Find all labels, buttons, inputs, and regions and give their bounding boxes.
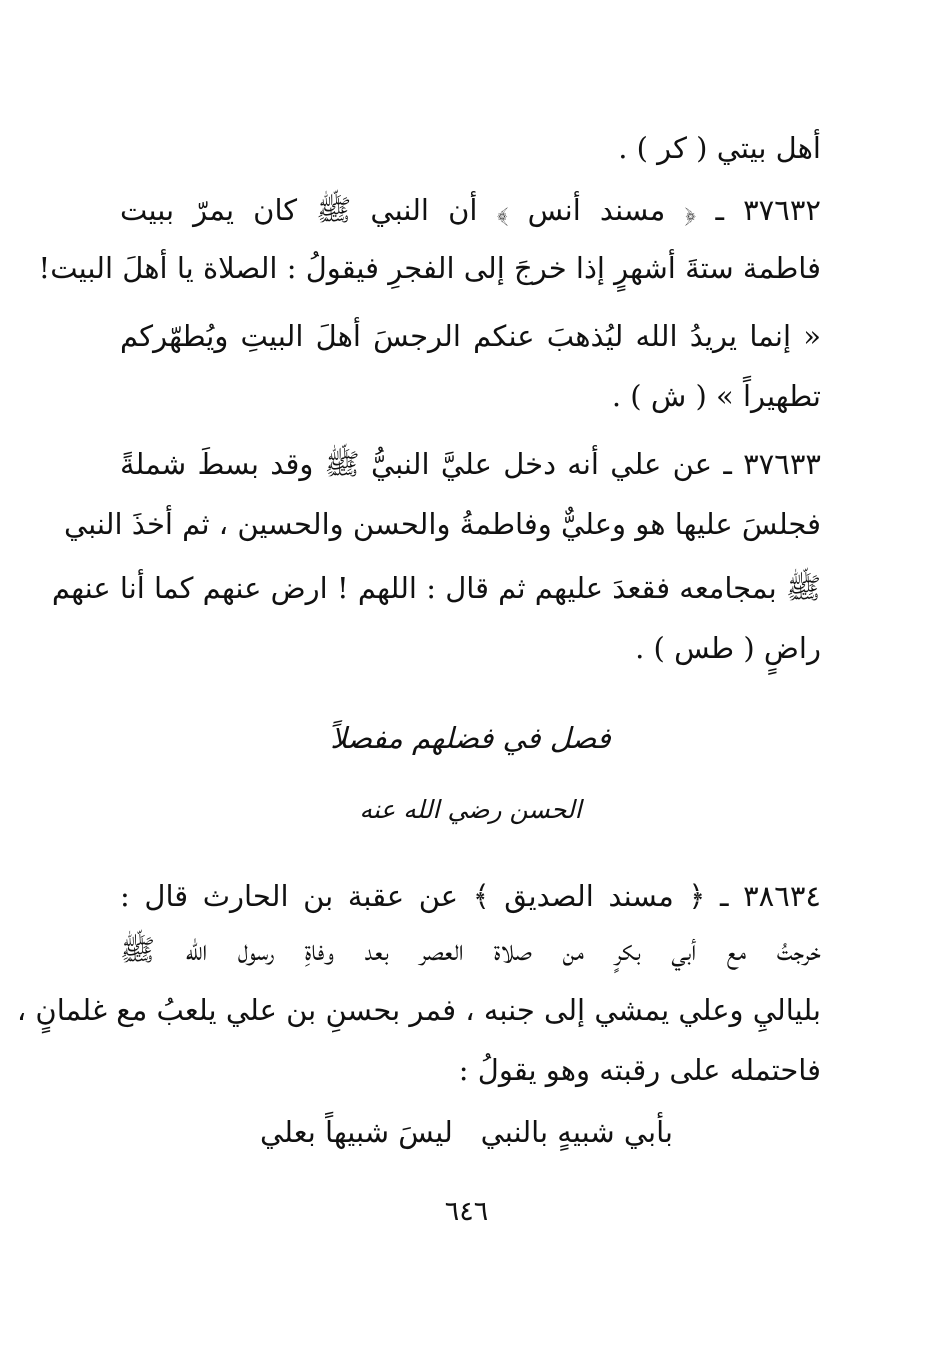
text-line-6: ٣٧٦٣٣ ـ عن علي أنه دخل عليَّ النبيُّ ﷺ وقد بسطَ شملةً [120,447,821,481]
text-line-12: بلياليِ وعلي يمشي إلى جنبه ، فمر بحسنِ بن علي يلعبُ مع غلمانٍ ، [16,993,821,1027]
text-line-10: ٣٨٦٣٤ ـ ﴿ مسند الصديق ﴾ عن عقبة بن الحارث قال : [120,879,821,913]
text-line-5: تطهيراً » ( ش ) . [611,379,821,413]
text-line-1: أهل بيتي ( كر ) . [618,131,821,165]
poem-verse [260,1112,673,1152]
page-number: ٦٤٦ [444,1196,489,1227]
text-line-9: راضٍ ( طس ) . [635,631,821,665]
verse-first-hemistich: بأبي شبيهٍ بالنبي [480,1115,673,1149]
text-line-8: ﷺ بمجامعه فقعدَ عليهم ثم قال : اللهم ! ارض عنهم كما أنا عنهم [51,571,821,605]
text-line-4: « إنما يريدُ الله ليُذهبَ عنكم الرجسَ أهلَ البيتِ ويُطهّركم [120,319,821,353]
text-line-2: ٣٧٦٣٢ ـ ﴿ مسند أنس ﴾ أن النبي ﷺ كان يمرّ ببيت [120,193,821,227]
text-line-13: فاحتمله على رقبته وهو يقولُ : [458,1053,821,1087]
verse-second-hemistich: ليسَ شبيهاً بعلي [260,1115,453,1149]
text-line-3: فاطمة ستةَ أشهرٍ إذا خرجَ إلى الفجرِ فيقولُ : الصلاة يا أهلَ البيت! [38,251,821,285]
text-line-11: خرجتُ مع أبي بكرٍ من صلاة العصر بعد وفاةِ رسول الله ﷺ [120,933,821,967]
section-subheading: الحسن رضي الله عنه [359,795,582,824]
text-line-7: فجلسَ عليها هو وعليٌّ وفاطمةُ والحسن والحسين ، ثم أخذَ النبي [63,507,821,541]
section-heading: فصل في فضلهم مفصلاً [330,721,611,755]
